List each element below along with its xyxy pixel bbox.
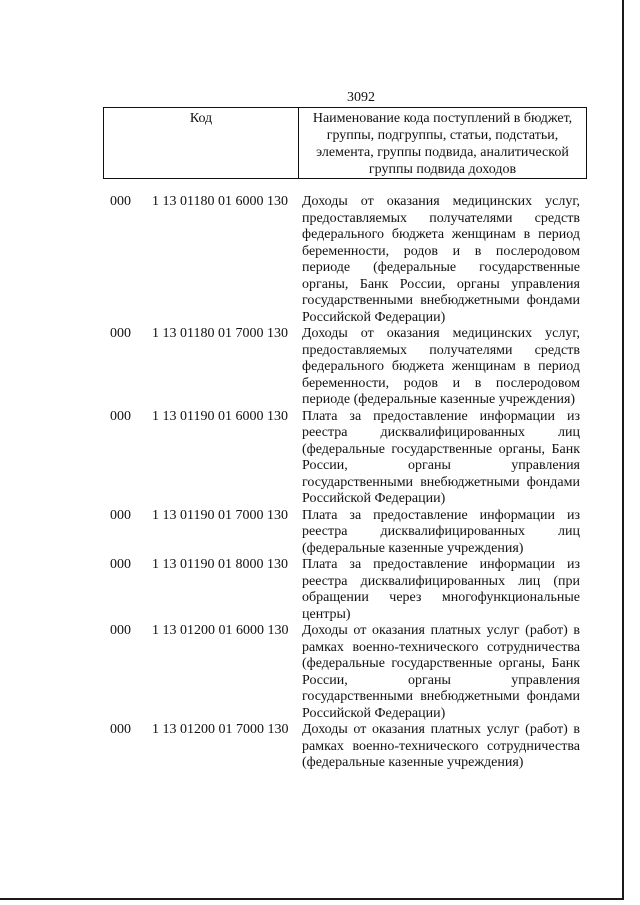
table-row [110,409,580,508]
row-admin-code: 000 [110,507,131,523]
page-edge-bottom [0,898,624,900]
table-row [110,326,580,409]
revenue-code-list [110,194,580,772]
page-number: 3092 [347,90,375,105]
header-name-label: Наименование кода поступлений в бюджет, группы, подгруппы, статьи, подстатьи, элемента, группы подвида, аналитической группы подвида доходов [312,111,573,177]
table-row [110,194,580,326]
row-description: Доходы от оказания медицинских услуг, предоставляемых получателями средств федерального бюджета женщинам в период беременности, родов и в послеродовом периоде (федеральные казенные учреждения) [302,326,580,407]
row-budget-code: 1 13 01190 01 7000 130 [152,507,288,523]
row-admin-code: 000 [110,326,131,341]
table-row [110,722,580,772]
row-description: Плата за предоставление информации из реестра дисквалифицированных лиц (при обращении через многофункциональные центры) [302,557,580,622]
row-budget-code: 1 13 01190 01 6000 130 [152,408,288,424]
row-admin-code: 000 [110,623,131,638]
row-description: Плата за предоставление информации из реестра дисквалифицированных лиц (федеральные государственные органы, Банк России, органы управления государственными внебюджетными фондами Российской Федерации) [302,408,580,506]
row-admin-code: 000 [110,408,131,424]
row-description: Доходы от оказания платных услуг (работ) в рамках военно-технического сотрудничества (федеральные казенные учреждения) [302,722,580,770]
header-table [103,107,587,179]
row-budget-code: 1 13 01190 01 8000 130 [152,557,288,572]
row-budget-code: 1 13 01180 01 7000 130 [152,326,288,341]
row-description: Плата за предоставление информации из реестра дисквалифицированных лиц (федеральные казенные учреждения) [302,507,580,556]
row-admin-code: 000 [110,722,131,737]
row-budget-code: 1 13 01200 01 6000 130 [152,623,289,638]
table-row [110,557,580,623]
row-budget-code: 1 13 01180 01 6000 130 [152,194,288,209]
table-row [110,508,580,558]
row-budget-code: 1 13 01200 01 7000 130 [152,722,289,737]
table-row [110,623,580,722]
row-description: Доходы от оказания платных услуг (работ) в рамках военно-технического сотрудничества (федеральные государственные органы, Банк России, органы управления государственными внебюджетными фондами Российской Федерации) [302,623,580,721]
page-edge-right [622,0,624,900]
row-admin-code: 000 [110,557,131,572]
header-code-label: Код [104,108,299,178]
row-admin-code: 000 [110,194,131,209]
row-description: Доходы от оказания медицинских услуг, предоставляемых получателями средств федерального бюджета женщинам в период беременности, родов и в послеродовом периоде (федеральные государственные органы, Банк России, органы управления государственными внебюджетными фондами Российской Федерации) [302,194,580,325]
